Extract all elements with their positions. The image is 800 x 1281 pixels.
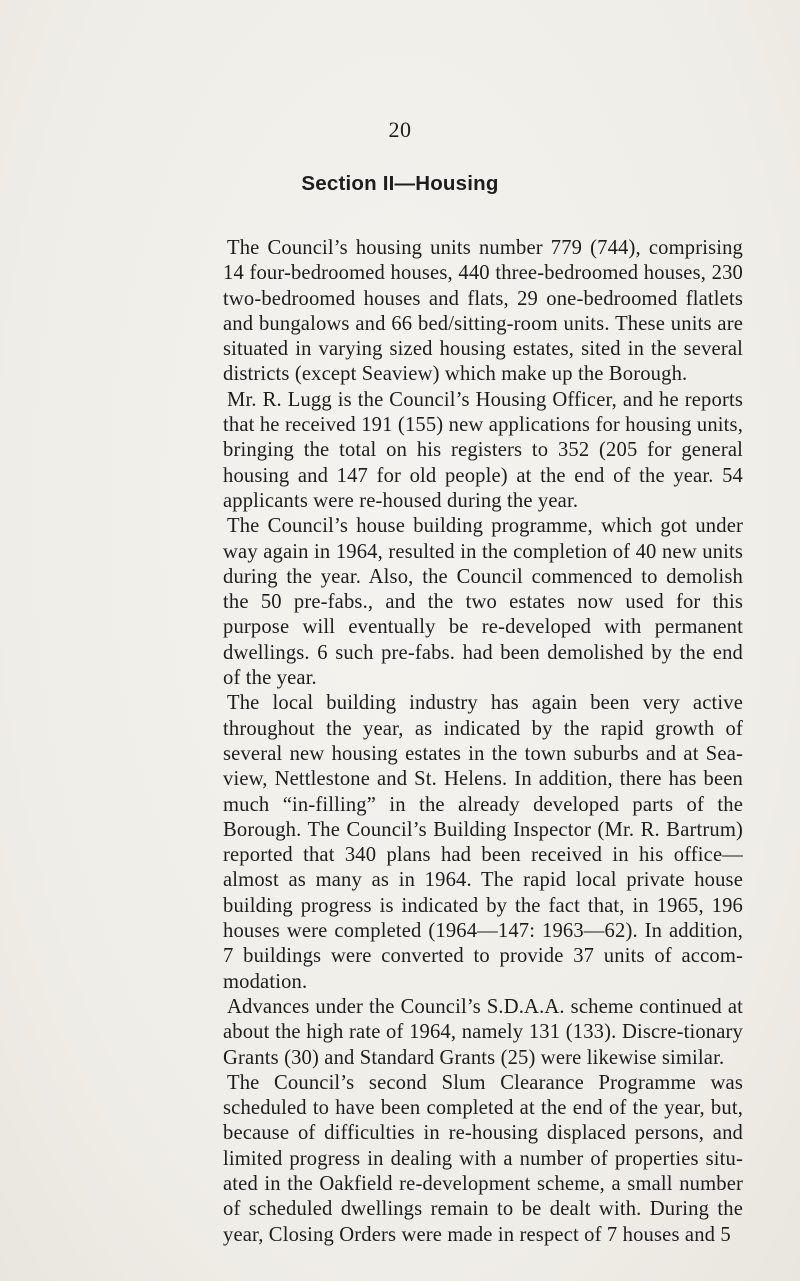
body-text (223, 236, 743, 1248)
paragraph-building-industry: The local building industry has again been very active throughout the year, as indicated by the rapid growth of several new housing estates in the town suburbs and at Sea-view, Nettlestone and St. Helens. In addition, there has been much “in-filling” in the already developed parts of the Borough. The Council’s Building Inspector (Mr. R. Bartrum) reported that 340 plans had been received in his office—almost as many as in 1964. The rapid local private house building progress is indicated by the fact that, in 1965, 196 houses were completed (1964—147: 1963—62). In addition, 7 buildings were converted to provide 37 units of accom-modation. (223, 692, 743, 993)
paragraph-building-programme: The Council’s house building programme, which got under way again in 1964, resulted in the completion of 40 new units during the year. Also, the Council commenced to demolish the 50 pre-fabs., and the two estates now used for this purpose will eventually be re-developed with permanent dwellings. 6 such pre-fabs. had been demolished by the end of the year. (223, 515, 743, 690)
page-number: 20 (388, 117, 412, 142)
paragraph-slum-clearance: The Council’s second Slum Clearance Programme was scheduled to have been completed at the end of the year, but, because of difficulties in re-housing displaced persons, and limited progress in dealing with a number of properties situ-ated in the Oakfield re-development scheme, a small number of scheduled dwellings remain to be dealt with. During the year, Closing Orders were made in respect of 7 houses and 5 (223, 1071, 743, 1246)
paragraph-housing-units: The Council’s housing units number 779 (744), comprising 14 four-bedroomed houses, 440 three-bedroomed houses, 230 two-bedroomed houses and flats, 29 one-bedroomed flatlets and bungalows and 66 bed/sitting-room units. These units are situated in varying sized housing estates, sited in the several districts (except Seaview) which make up the Borough. (223, 237, 743, 386)
section-title: Section II—Housing (301, 172, 499, 195)
paragraph-housing-officer: Mr. R. Lugg is the Council’s Housing Officer, and he reports that he received 191 (155) new applications for housing units, bringing the total on his registers to 352 (205 for general housing and 147 for old people) at the end of the year. 54 applicants were re-housed during the year. (223, 388, 743, 512)
paragraph-advances: Advances under the Council’s S.D.A.A. scheme continued at about the high rate of 1964, namely 131 (133). Discre-tionary Grants (30) and Standard Grants (25) were likewise similar. (223, 995, 743, 1069)
